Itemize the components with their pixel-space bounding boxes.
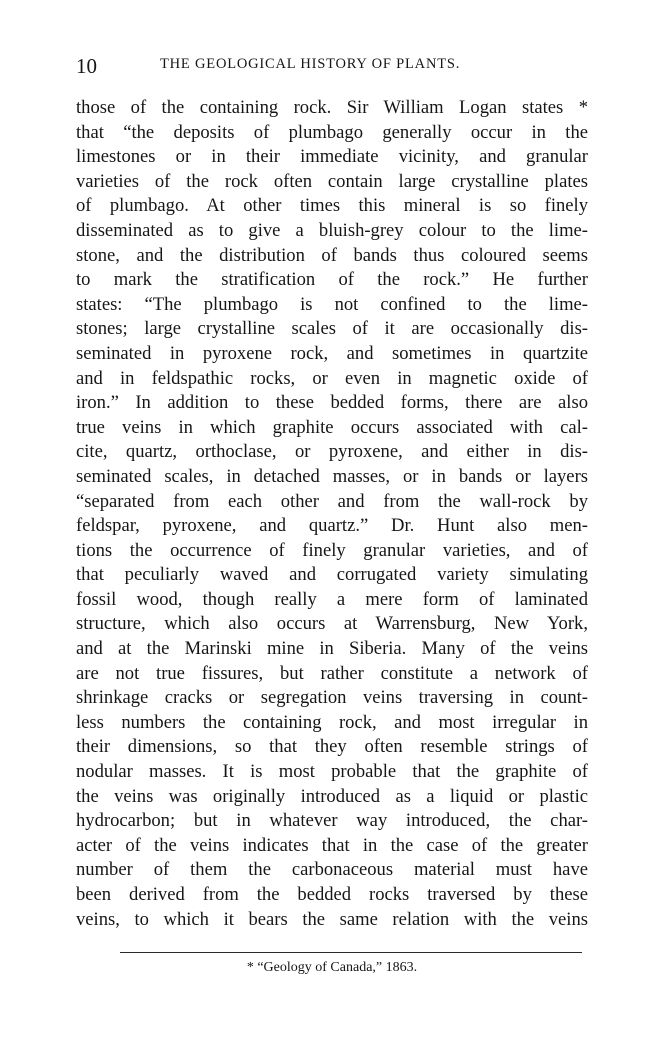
footnote: * “Geology of Canada,” 1863. <box>246 960 418 975</box>
text-line: been derived from the bedded rocks traversed by these <box>76 884 588 905</box>
text-line: number of them the carbonaceous material must have <box>76 859 588 881</box>
text-line: “separated from each other and from the wall-rock by <box>76 490 588 512</box>
text-line: less numbers the containing rock, and most irregular in <box>76 711 588 733</box>
page-header <box>76 54 590 78</box>
text-line: limestones or in their immediate vicinity, and granular <box>76 146 588 168</box>
text-line: cite, quartz, orthoclase, or pyroxene, and either in dis- <box>76 441 588 463</box>
text-line: seminated scales, in detached masses, or in bands or layers <box>76 465 588 487</box>
page-number: 10 <box>76 54 97 78</box>
text-line: hydrocarbon; but in whatever way introduced, the char- <box>76 810 588 832</box>
text-line: veins, to which it bears the same relation with the veins <box>76 908 588 930</box>
body-text <box>76 96 588 932</box>
footnote-divider <box>120 952 582 953</box>
text-line: shrinkage cracks or segregation veins traversing in count- <box>76 687 588 709</box>
text-line: stones; large crystalline scales of it are occasionally dis- <box>76 318 588 340</box>
text-line: that peculiarly waved and corrugated variety simulating <box>76 564 588 586</box>
text-line: are not true fissures, but rather constitute a network of <box>76 662 588 684</box>
text-line: their dimensions, so that they often resemble strings of <box>76 736 588 758</box>
text-line: and at the Marinski mine in Siberia. Many of the veins <box>76 638 588 660</box>
text-line: fossil wood, though really a mere form of laminated <box>76 588 588 610</box>
text-line: states: “The plumbago is not confined to the lime- <box>76 293 588 315</box>
text-line: to mark the stratification of the rock.” He further <box>76 269 588 291</box>
text-line: disseminated as to give a bluish-grey colour to the lime- <box>76 219 588 241</box>
text-line: true veins in which graphite occurs associated with cal- <box>76 416 588 438</box>
text-line: nodular masses. It is most probable that the graphite of <box>76 761 588 783</box>
text-line: that “the deposits of plumbago generally occur in the <box>76 121 588 143</box>
text-line: varieties of the rock often contain large crystalline plates <box>76 170 588 192</box>
text-line: seminated in pyroxene rock, and sometimes in quartzite <box>76 342 588 364</box>
text-line: the veins was originally introduced as a liquid or plastic <box>76 785 588 807</box>
text-line: and in feldspathic rocks, or even in magnetic oxide of <box>76 367 588 389</box>
text-line: structure, which also occurs at Warrensburg, New York, <box>76 613 588 635</box>
text-line: of plumbago. At other times this mineral is so finely <box>76 195 588 217</box>
text-line: tions the occurrence of finely granular varieties, and of <box>76 539 588 561</box>
running-head: THE GEOLOGICAL HISTORY OF PLANTS. <box>160 56 461 72</box>
text-line: those of the containing rock. Sir William Logan states * <box>76 97 588 118</box>
text-line: feldspar, pyroxene, and quartz.” Dr. Hunt also men- <box>76 515 588 537</box>
text-line: acter of the veins indicates that in the case of the greater <box>76 834 588 856</box>
text-line: iron.” In addition to these bedded forms, there are also <box>76 392 588 414</box>
text-line: stone, and the distribution of bands thus coloured seems <box>76 244 588 266</box>
